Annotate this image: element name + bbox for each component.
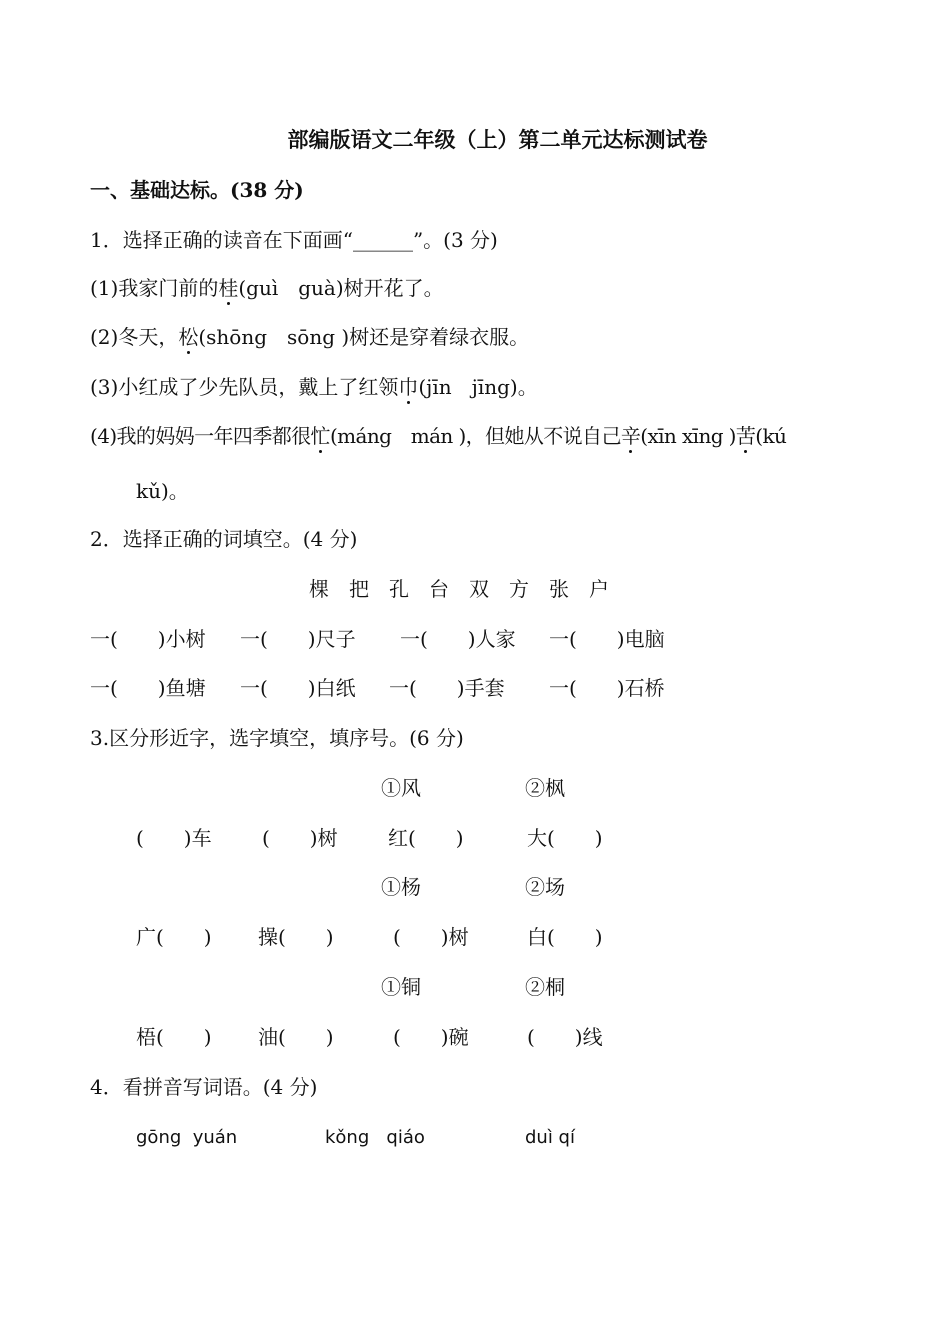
fill-blank: ( )树	[262, 826, 338, 850]
pinyin-prompt: duì qí	[525, 1127, 575, 1148]
q1-item-4-continued: kǔ)。	[136, 479, 189, 503]
question-2-heading: 2．选择正确的词填空。(4 分)	[90, 527, 358, 551]
dotted-char: 忙	[310, 424, 330, 448]
option: ②桐	[525, 975, 565, 999]
q1-item-4: (4)我的妈妈一年四季都很忙(máng mán )，但她从不说自己辛(xīn xīng )苦(kú	[90, 424, 787, 448]
pinyin-prompt: gōng yuán	[136, 1127, 238, 1148]
fill-blank: 一( )小树	[90, 627, 206, 651]
option: ②枫	[525, 776, 565, 800]
fill-blank: 一( )手套	[389, 676, 505, 700]
fill-blank: 梧( )	[136, 1025, 212, 1049]
question-4-heading: 4．看拼音写词语。(4 分)	[90, 1075, 318, 1099]
fill-blank: 一( )石桥	[549, 676, 665, 700]
dotted-char: 辛	[620, 424, 641, 448]
fill-blank: 操( )	[258, 925, 334, 949]
word-bank: 棵 把 孔 台 双 方 张 户	[309, 577, 609, 601]
dotted-char: 桂	[218, 276, 239, 300]
question-3-heading: 3.区分形近字，选字填空，填序号。(6 分)	[90, 726, 464, 750]
fill-blank: 大( )	[527, 826, 603, 850]
section-heading: 一、基础达标。(38 分)	[90, 178, 304, 202]
fill-blank: ( )车	[136, 826, 212, 850]
option: ①铜	[381, 975, 421, 999]
fill-blank: ( )线	[527, 1025, 603, 1049]
fill-blank: 一( )尺子	[240, 627, 356, 651]
dotted-char: 巾	[398, 375, 419, 399]
fill-blank: 一( )鱼塘	[90, 676, 206, 700]
page-title: 部编版语文二年级（上）第二单元达标测试卷	[287, 127, 708, 152]
question-1-heading: 1．选择正确的读音在下面画“______”。(3 分)	[90, 228, 498, 252]
q1-item-2: (2)冬天，松(shōng sōng )树还是穿着绿衣服。	[90, 325, 530, 349]
fill-blank: 油( )	[258, 1025, 334, 1049]
q1-item-3: (3)小红成了少先队员，戴上了红领巾(jīn jīng)。	[90, 375, 538, 399]
fill-blank: 红( )	[388, 826, 464, 850]
q1-item-1: (1)我家门前的桂(guì guà)树开花了。	[90, 276, 444, 300]
fill-blank: 一( )白纸	[240, 676, 356, 700]
dotted-char: 松	[178, 325, 199, 349]
dotted-char: 苦	[735, 424, 756, 448]
fill-blank: 广( )	[136, 925, 212, 949]
pinyin-prompt: kǒng qiáo	[325, 1127, 425, 1148]
fill-blank: 一( )电脑	[549, 627, 665, 651]
option: ①杨	[381, 875, 421, 899]
fill-blank: 一( )人家	[400, 627, 516, 651]
fill-blank: ( )碗	[393, 1025, 469, 1049]
fill-blank: 白( )	[527, 925, 603, 949]
option: ①风	[381, 776, 421, 800]
fill-blank: ( )树	[393, 925, 469, 949]
option: ②场	[525, 875, 565, 899]
